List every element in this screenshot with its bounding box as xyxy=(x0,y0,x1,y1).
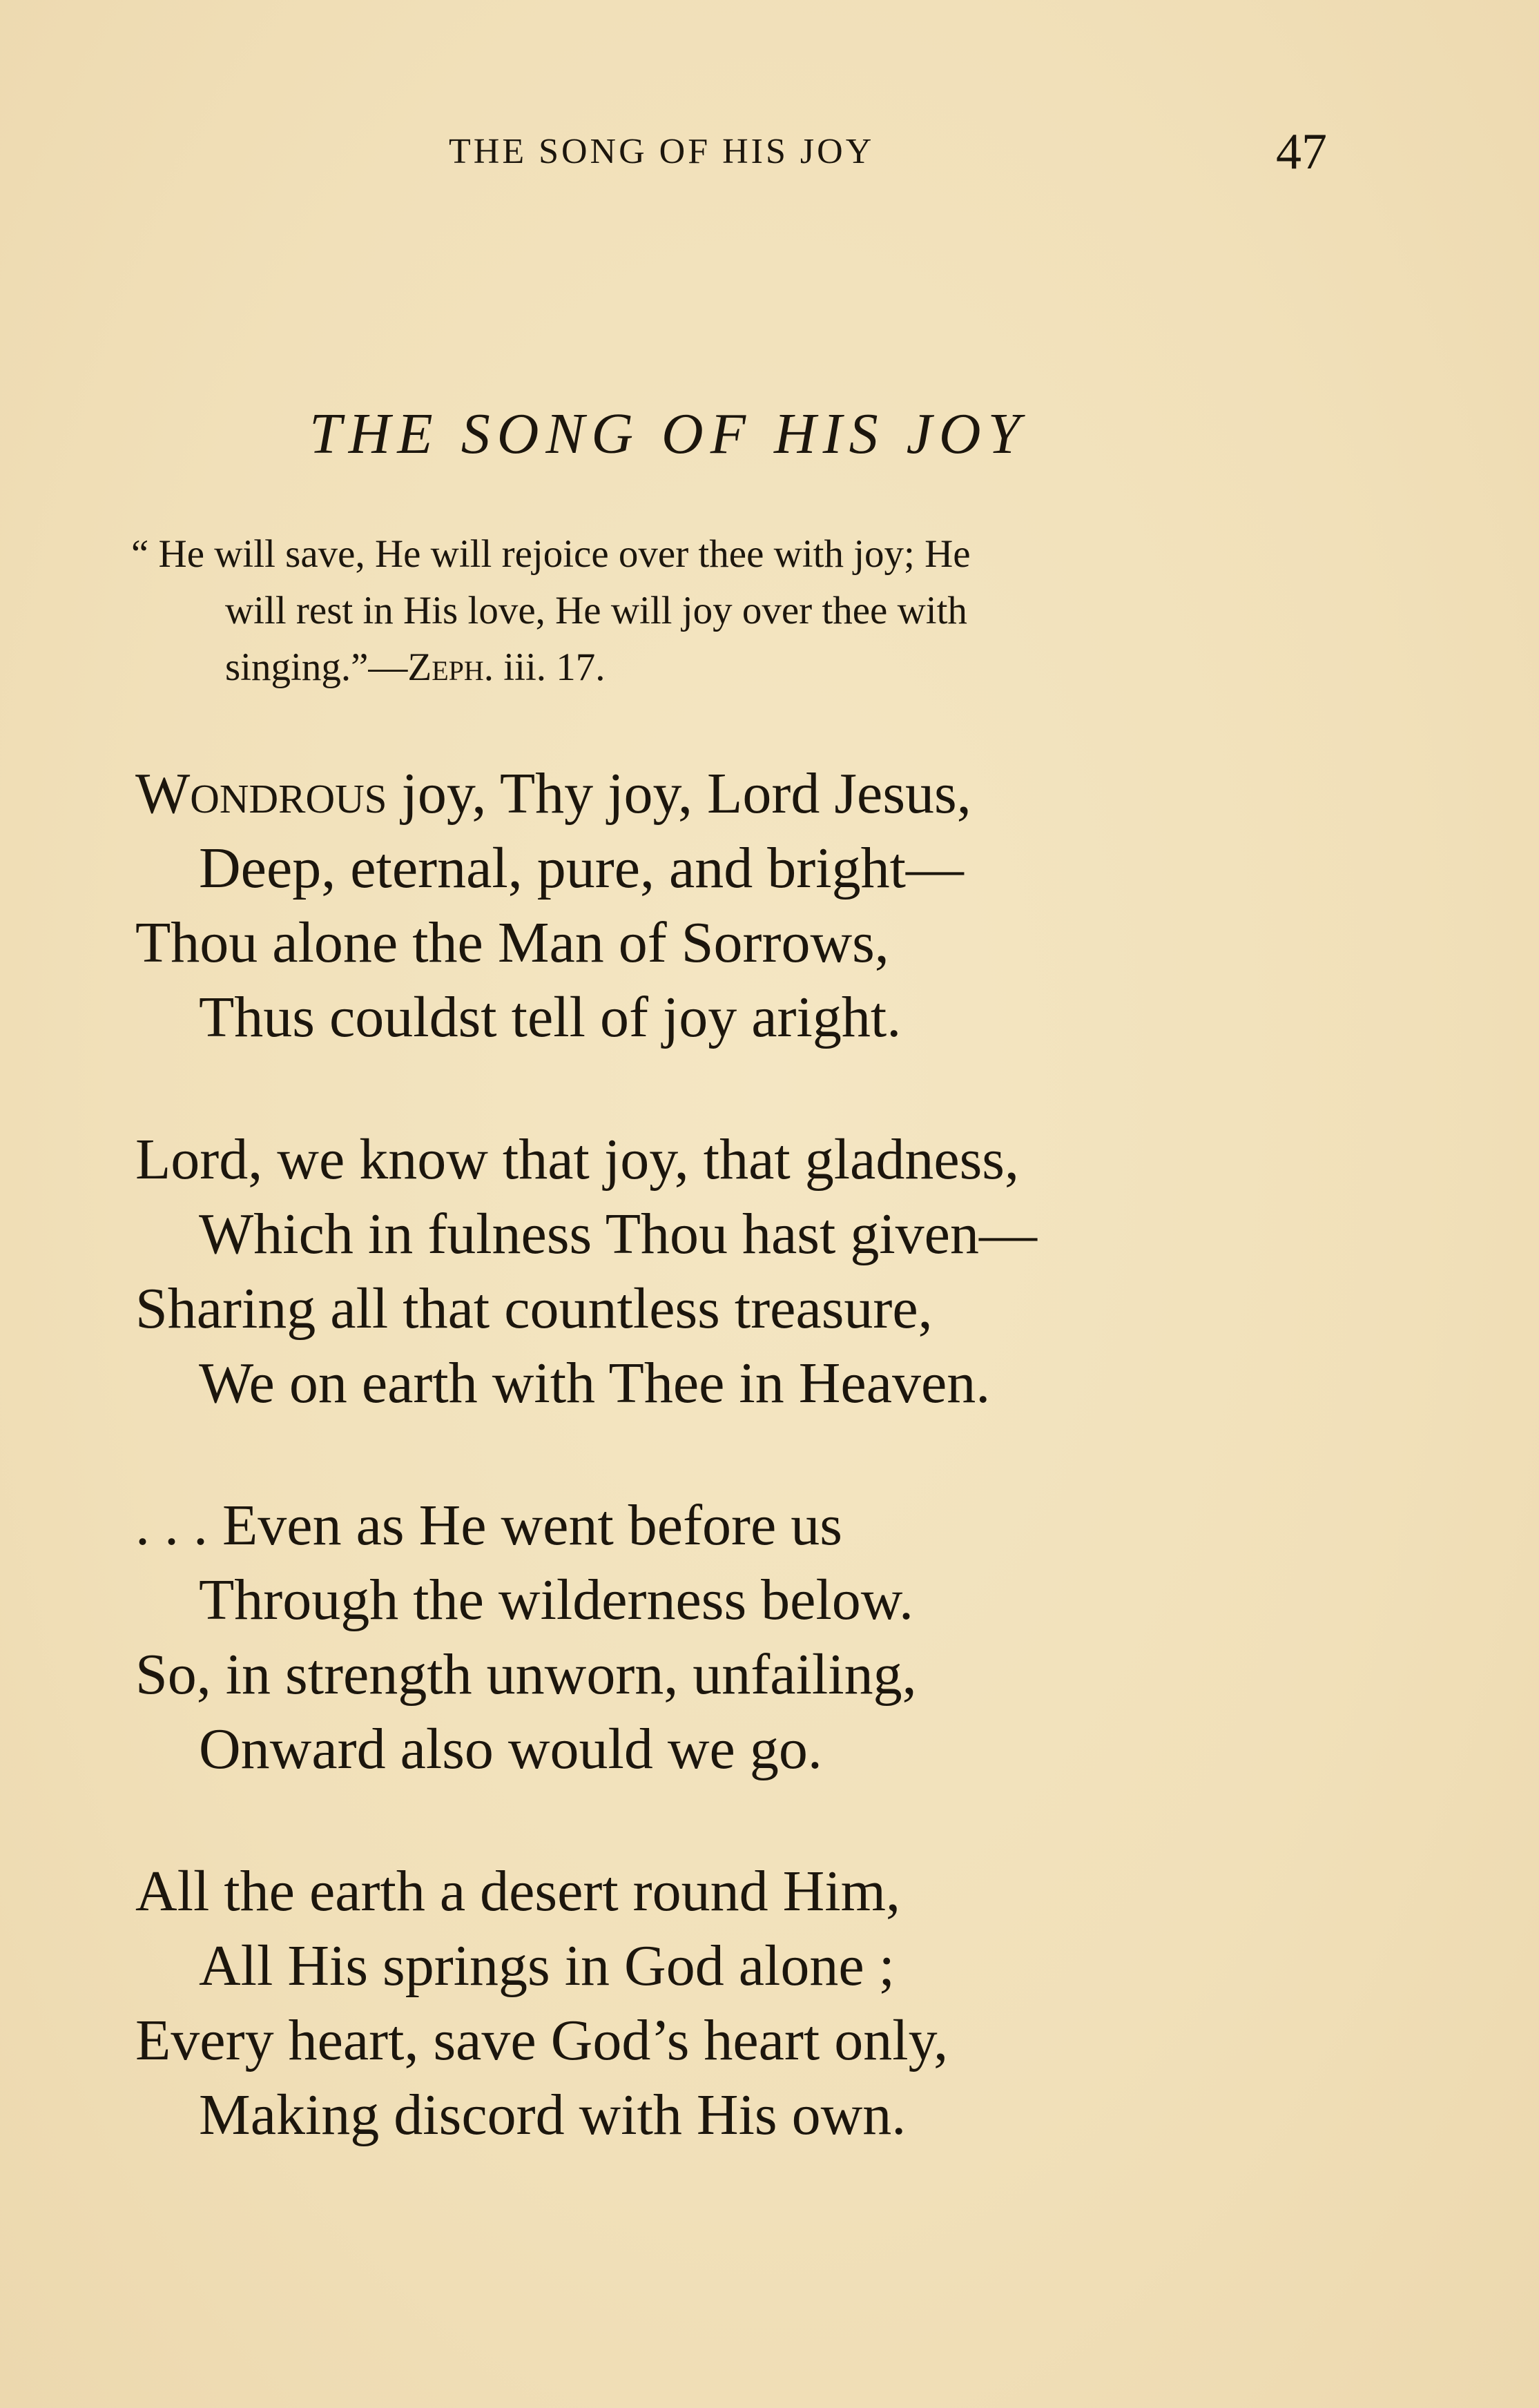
stanza xyxy=(135,1854,1447,2153)
verse-line: Thou alone the Man of Sorrows, xyxy=(135,911,889,975)
verse-line: Making discord with His own. xyxy=(199,2083,907,2147)
verse-line-text: joy, Thy joy, Lord Jesus, xyxy=(387,761,971,826)
opening-word: Wondrous xyxy=(135,761,387,826)
verse-line: Which in fulness Thou hast given— xyxy=(199,1202,1037,1266)
verse-line: Onward also would we go. xyxy=(199,1717,822,1781)
verse-line: We on earth with Thee in Heaven. xyxy=(199,1351,991,1415)
epigraph-line: will rest in His love, He will joy over thee with xyxy=(225,589,967,632)
verse-line: Thus couldst tell of joy aright. xyxy=(199,985,902,1049)
verse-line: Every heart, save God’s heart only, xyxy=(135,2008,949,2072)
page-number: 47 xyxy=(1276,124,1327,180)
verse-line: All the earth a desert round Him, xyxy=(135,1859,900,1923)
verse-line: Lord, we know that joy, that gladness, xyxy=(135,1127,1019,1192)
stanza xyxy=(135,757,1447,1055)
running-head: THE SONG OF HIS JOY xyxy=(449,132,875,171)
epigraph-citation xyxy=(131,639,1305,696)
epigraph-line: “ He will save, He will rejoice over thee with joy; He xyxy=(131,532,971,576)
verse-line: All His springs in God alone ; xyxy=(199,1934,895,1998)
verse-line: . . . Even as He went before us xyxy=(135,1493,842,1557)
epigraph-reference: iii. 17. xyxy=(494,645,606,689)
verse-line: Deep, eternal, pure, and bright— xyxy=(199,836,964,900)
epigraph xyxy=(131,526,1305,696)
stanza xyxy=(135,1123,1447,1421)
verse-line: Through the wilderness below. xyxy=(199,1568,913,1632)
poem-title: THE SONG OF HIS JOY xyxy=(309,402,1027,466)
epigraph-source: Zeph. xyxy=(407,645,494,689)
verse-line xyxy=(135,757,1447,831)
verse-line: So, in strength unworn, unfailing, xyxy=(135,1642,917,1707)
verse-line: Sharing all that countless treasure, xyxy=(135,1276,933,1341)
epigraph-line-text: singing.”— xyxy=(225,645,408,689)
stanza xyxy=(135,1488,1447,1787)
